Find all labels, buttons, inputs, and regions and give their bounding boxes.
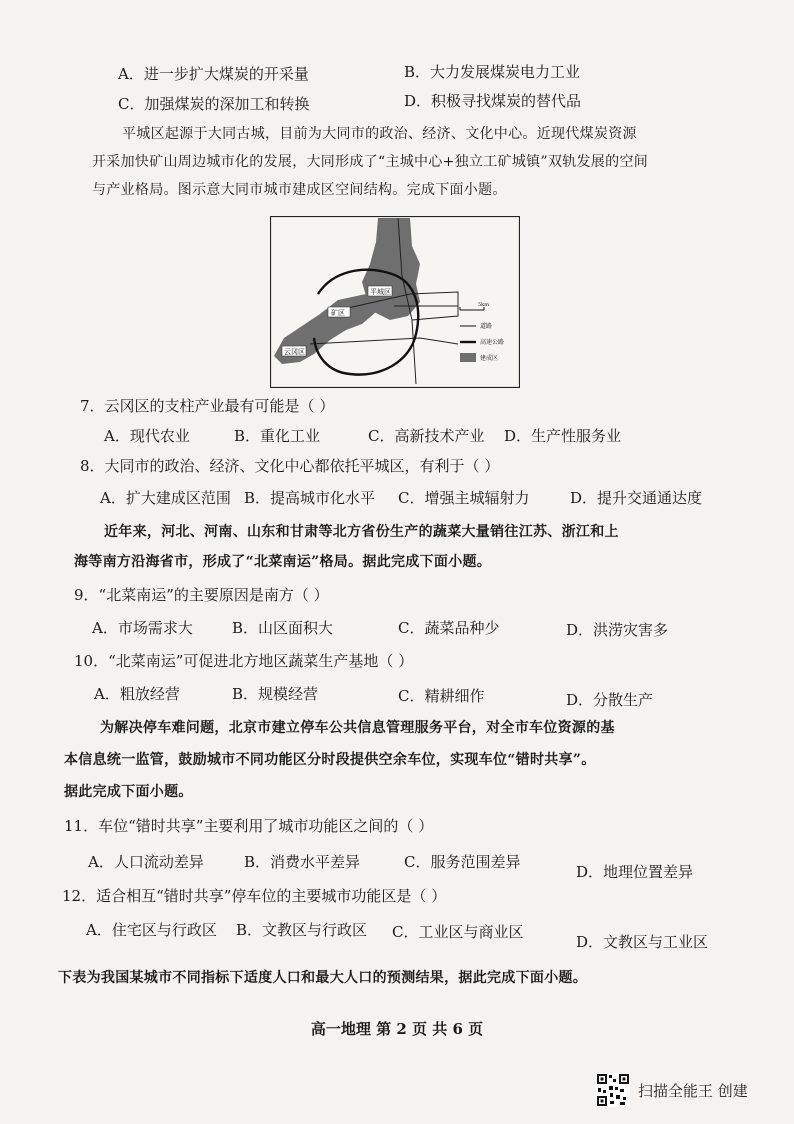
question-10-option-a: A．粗放经营	[94, 685, 180, 703]
question-10-option-c: C．精耕细作	[398, 687, 485, 705]
question-7-option-b: B．重化工业	[234, 427, 321, 445]
question-12-option-a: A．住宅区与行政区	[86, 921, 217, 939]
question-10-option-d: D．分散生产	[566, 691, 654, 709]
question-9-option-b: B．山区面积大	[232, 619, 334, 637]
question-10-stem: 10．“北菜南运”可促进北方地区蔬菜生产基地（ ）	[74, 652, 414, 670]
legend-highway: 高速公路	[480, 339, 505, 346]
passage3-line3: 据此完成下面小题。	[64, 784, 193, 800]
legend-road: 道路	[480, 323, 493, 330]
question-7-option-d: D．生产性服务业	[504, 427, 622, 445]
city-structure-map	[270, 216, 520, 388]
question-8-option-b: B．提高城市化水平	[244, 489, 376, 507]
question-11-option-b: B．消费水平差异	[244, 853, 361, 871]
passage3-line2: 本信息统一监管，鼓励城市不同功能区分时段提供空余车位，实现车位“错时共享”。	[64, 752, 596, 768]
question-7-option-a: A．现代农业	[104, 427, 190, 445]
question-12-option-b: B．文教区与行政区	[236, 921, 368, 939]
question-11-option-a: A．人口流动差异	[88, 853, 204, 871]
page-footer: 高一地理 第 2 页 共 6 页	[310, 1020, 484, 1038]
scanner-label: 扫描全能王 创建	[638, 1081, 748, 1100]
label-small-district: 矿区	[331, 309, 345, 317]
question-8-option-d: D．提升交通通达度	[570, 489, 703, 507]
qr-code-icon	[596, 1073, 630, 1107]
question-9-stem: 9．“北菜南运”的主要原因是南方（ ）	[74, 586, 329, 604]
question-9-option-a: A．市场需求大	[92, 619, 193, 637]
passage2-line1: 近年来，河北、河南、山东和甘肃等北方省份生产的蔬菜大量销往江苏、浙江和上	[104, 524, 619, 540]
prev-option-b: B．大力发展煤炭电力工业	[404, 63, 581, 81]
question-11-option-c: C．服务范围差异	[404, 853, 521, 871]
question-11-stem: 11．车位“错时共享”主要利用了城市功能区之间的（ ）	[64, 817, 434, 835]
question-8-option-c: C．增强主城辐射力	[398, 489, 530, 507]
question-9-option-d: D．洪涝灾害多	[566, 621, 669, 639]
prev-option-c: C．加强煤炭的深加工和转换	[118, 95, 310, 113]
passage3-line1: 为解决停车难问题，北京市建立停车公共信息管理服务平台，对全市车位资源的基	[100, 720, 615, 736]
question-12-stem: 12．适合相互“错时共享”停车位的主要城市功能区是（ ）	[62, 887, 447, 905]
question-7-stem: 7．云冈区的支柱产业最有可能是（ ）	[80, 397, 335, 415]
label-yungang: 云冈区	[284, 348, 305, 356]
question-9-option-c: C．蔬菜品种少	[398, 619, 500, 637]
label-pingcheng: 平城区	[370, 288, 391, 296]
passage2-line2: 海等南方沿海省市，形成了“北菜南运”格局。据此完成下面小题。	[74, 554, 492, 570]
prev-option-a: A．进一步扩大煤炭的开采量	[118, 65, 309, 83]
legend-builtup: 建成区	[480, 355, 499, 362]
question-11-option-d: D．地理位置差异	[576, 863, 694, 881]
scanner-watermark	[596, 1073, 748, 1107]
scale-label: 5km	[478, 302, 489, 308]
passage1-line3: 与产业格局。图示意大同市城市建成区空间结构。完成下面小题。	[92, 182, 507, 198]
question-8-stem: 8．大同市的政治、经济、文化中心都依托平城区，有利于（ ）	[80, 457, 500, 475]
question-12-option-c: C．工业区与商业区	[392, 923, 524, 941]
legend-builtup-symbol	[460, 353, 476, 362]
prev-option-d: D．积极寻找煤炭的替代品	[404, 92, 582, 110]
question-8-option-a: A．扩大建成区范围	[100, 489, 231, 507]
question-12-option-d: D．文教区与工业区	[576, 933, 709, 951]
question-7-option-c: C．高新技术产业	[368, 427, 485, 445]
passage1-line2: 开采加快矿山周边城市化的发展，大同形成了“主城中心+独立工矿城镇”双轨发展的空间	[92, 154, 649, 170]
question-10-option-b: B．规模经营	[232, 685, 319, 703]
passage1-line1: 平城区起源于大同古城，目前为大同市的政治、经济、文化中心。近现代煤炭资源	[122, 126, 637, 142]
passage4-line1: 下表为我国某城市不同指标下适度人口和最大人口的预测结果，据此完成下面小题。	[58, 970, 588, 986]
